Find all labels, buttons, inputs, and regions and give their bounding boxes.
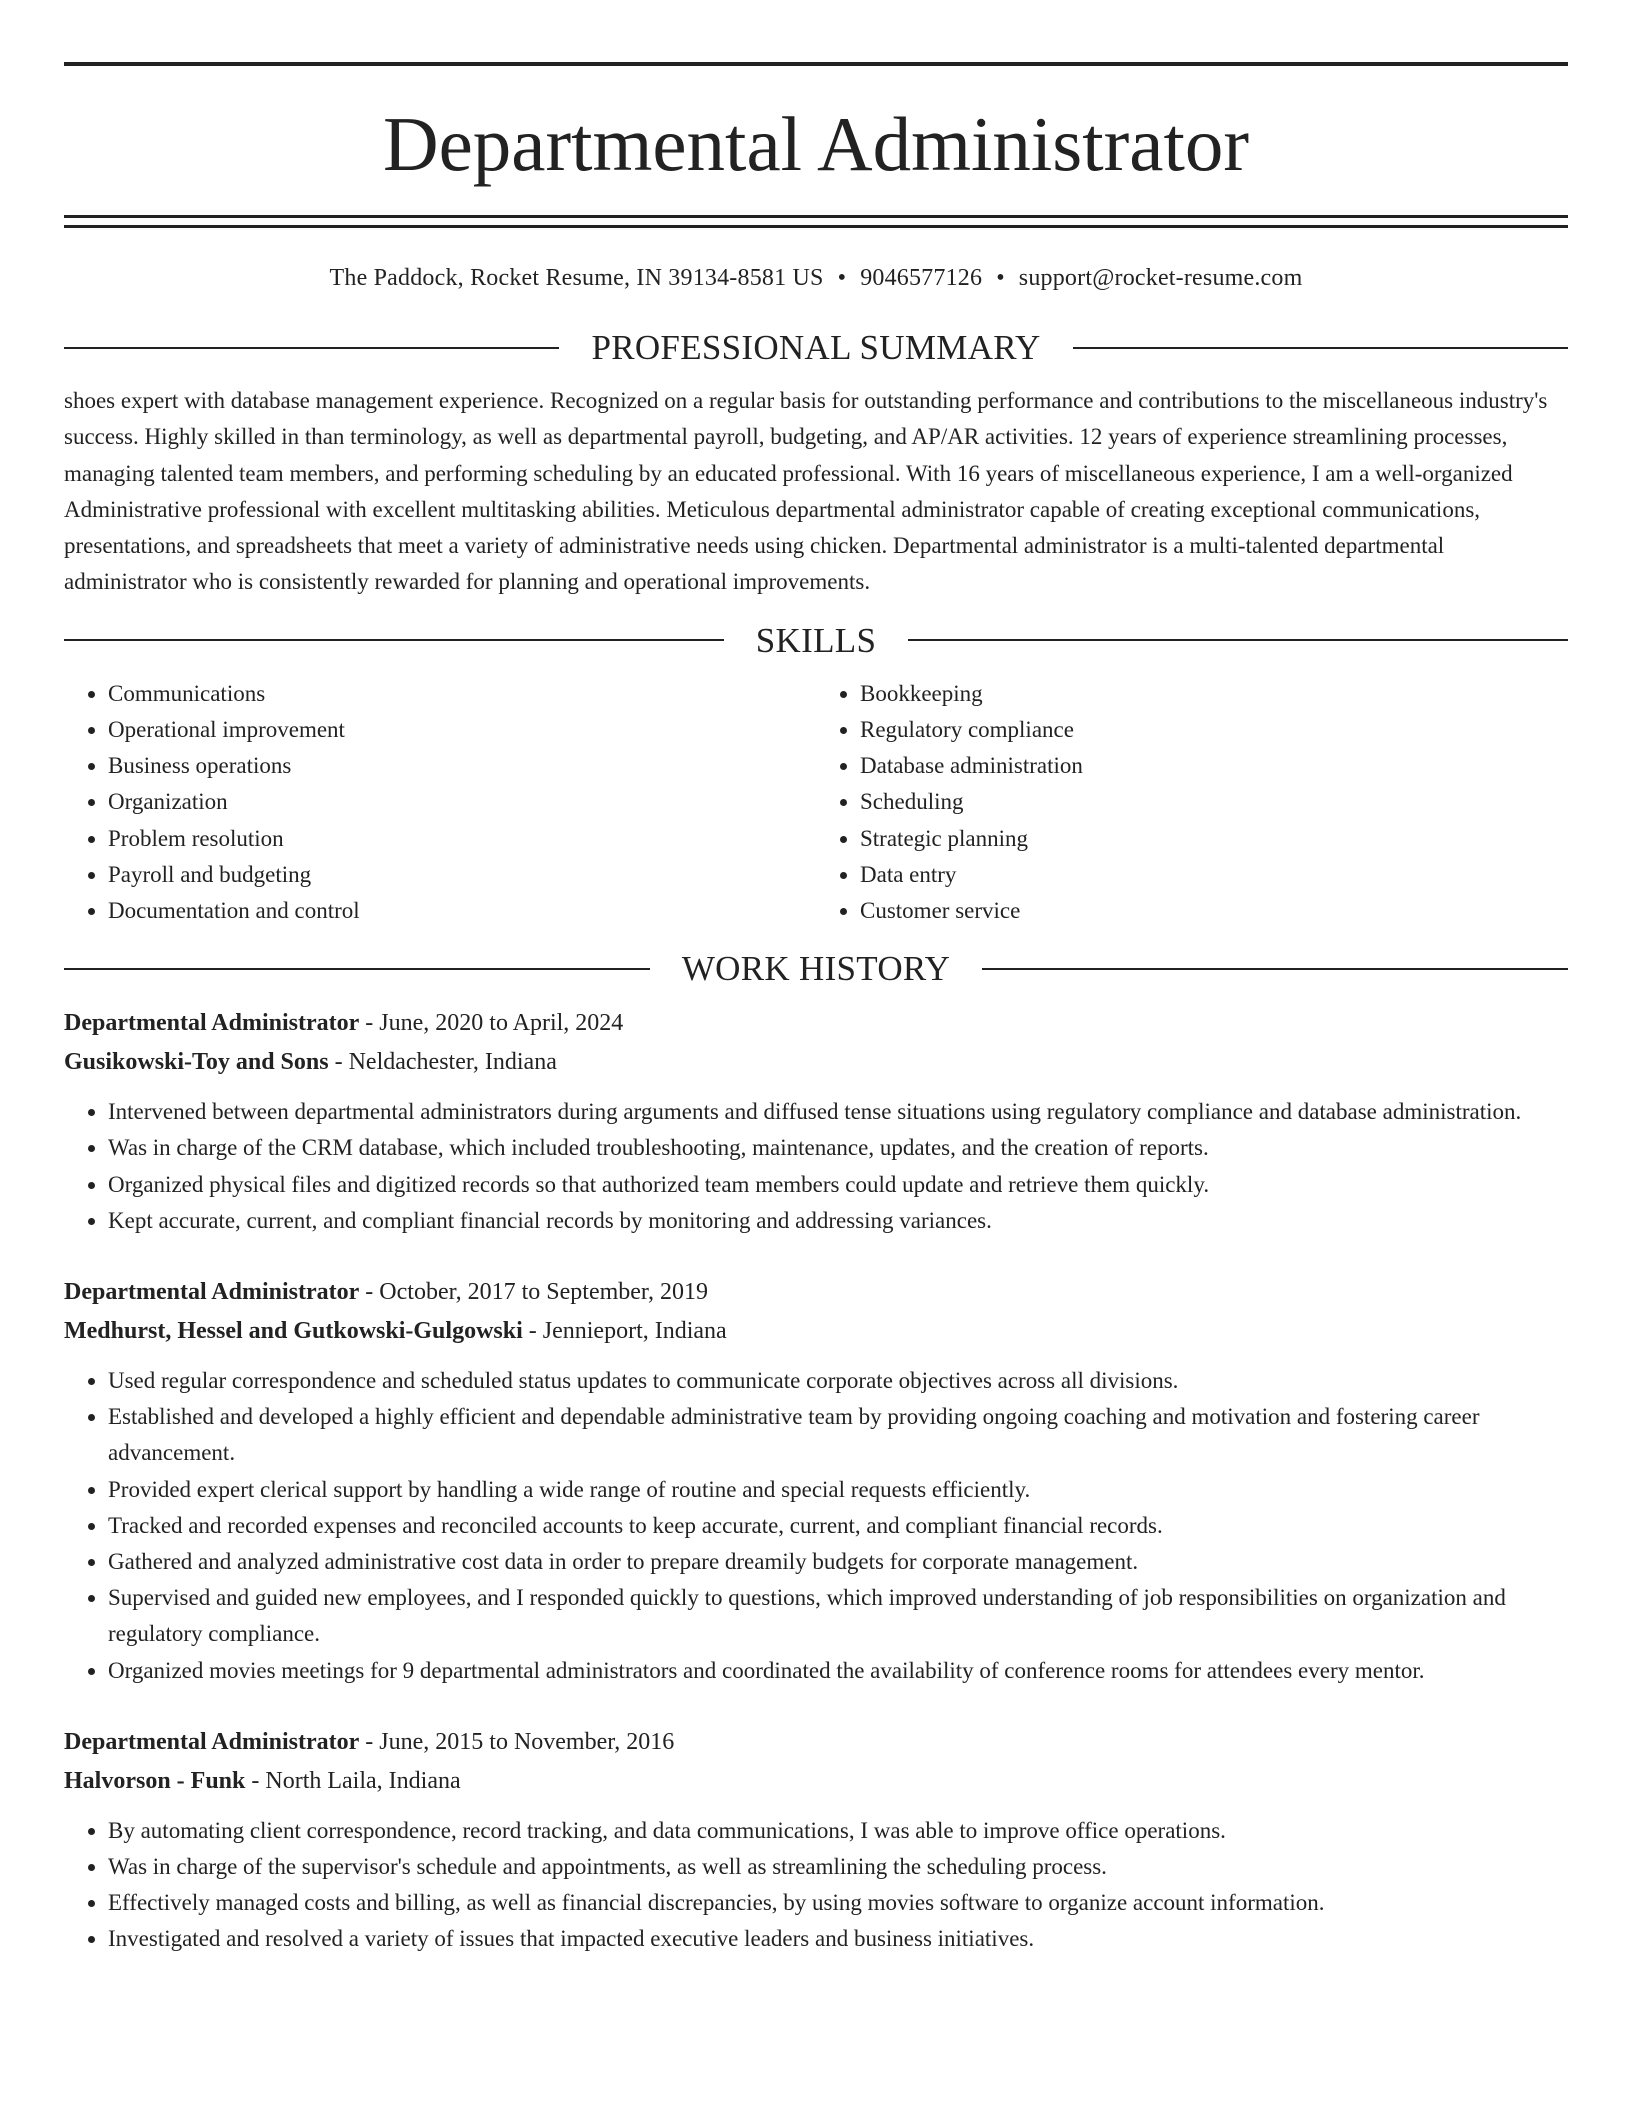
skill-item: • Data entry <box>860 857 1568 893</box>
summary-heading <box>64 330 1568 365</box>
skills-column-left <box>64 676 816 929</box>
skill-item: • Problem resolution <box>108 821 816 857</box>
heading-rule <box>982 968 1568 970</box>
job-bullets <box>64 1094 1568 1239</box>
skill-item: • Strategic planning <box>860 821 1568 857</box>
skill-item: • Communications <box>108 676 816 712</box>
job-dates: - June, 2020 to April, 2024 <box>359 1010 624 1037</box>
skill-item: • Payroll and budgeting <box>108 857 816 893</box>
top-rule <box>64 62 1568 66</box>
skill-item: • Scheduling <box>860 784 1568 820</box>
skill-item: • Business operations <box>108 748 816 784</box>
job-title: Departmental Administrator <box>64 1728 360 1755</box>
skills-column-right <box>816 676 1568 929</box>
skill-item: • Documentation and control <box>108 893 816 929</box>
skill-item: • Operational improvement <box>108 712 816 748</box>
contact-phone: 9046577126 <box>860 265 983 291</box>
job-title: Departmental Administrator <box>64 1010 360 1037</box>
job-company-line <box>64 1312 1568 1351</box>
skill-item: • Regulatory compliance <box>860 712 1568 748</box>
resume-name: Departmental Administrator <box>382 101 1250 187</box>
skills-heading <box>64 620 1568 660</box>
job-entry <box>64 1723 1568 1958</box>
job-bullet: • Intervened between departmental administrators during arguments and diffused tense situations using regulatory compliance and database administration. <box>108 1094 1568 1130</box>
job-bullet: • Investigated and resolved a variety of issues that impacted executive leaders and business initiatives. <box>108 1921 1568 1957</box>
job-company-line <box>64 1043 1568 1082</box>
job-company-line <box>64 1762 1568 1801</box>
skills-list <box>64 676 1568 929</box>
skill-item: • Organization <box>108 784 816 820</box>
work-heading <box>64 949 1568 989</box>
job-title: Departmental Administrator <box>64 1279 360 1306</box>
contact-separator: • <box>996 265 1005 291</box>
job-bullet: • Was in charge of the supervisor's schedule and appointments, as well as streamlining the scheduling process. <box>108 1849 1568 1885</box>
job-bullet: • Used regular correspondence and scheduled status updates to communicate corporate objectives across all divisions. <box>108 1363 1568 1399</box>
job-bullet: • By automating client correspondence, record tracking, and data communications, I was able to improve office operations. <box>108 1813 1568 1849</box>
header-rule <box>64 225 1568 228</box>
heading-rule <box>1073 347 1568 349</box>
work-title: WORK HISTORY <box>681 949 951 989</box>
skill-item: • Database administration <box>860 748 1568 784</box>
job-title-line <box>64 1723 1568 1762</box>
heading-rule <box>64 968 650 970</box>
job-bullet: • Established and developed a highly efficient and dependable administrative team by providing ongoing coaching and motivation and fostering career advancement. <box>108 1399 1568 1471</box>
heading-rule <box>64 639 724 641</box>
contact-separator: • <box>837 265 847 291</box>
job-bullet: • Gathered and analyzed administrative cost data in order to prepare dreamily budgets for corporate management. <box>108 1544 1568 1580</box>
job-title-line <box>64 1004 1568 1043</box>
job-entry <box>64 1004 1568 1239</box>
contact-line <box>64 266 1568 290</box>
skills-title: SKILLS <box>755 620 877 660</box>
job-company: Halvorson - Funk <box>64 1767 246 1794</box>
job-entry <box>64 1273 1568 1689</box>
skill-item: • Customer service <box>860 893 1568 929</box>
job-location: - North Laila, Indiana <box>245 1767 461 1794</box>
job-bullet: • Provided expert clerical support by handling a wide range of routine and special requests efficiently. <box>108 1472 1568 1508</box>
job-dates: - June, 2015 to November, 2016 <box>359 1728 675 1755</box>
header-rule <box>64 215 1568 218</box>
job-bullet: • Was in charge of the CRM database, which included troubleshooting, maintenance, updates, and the creation of reports. <box>108 1130 1568 1166</box>
job-company: Gusikowski-Toy and Sons <box>64 1049 329 1076</box>
job-bullet: • Kept accurate, current, and compliant financial records by monitoring and addressing variances. <box>108 1203 1568 1239</box>
summary-text: shoes expert with database management experience. Recognized on a regular basis for outstanding performance and contributions to the miscellaneous industry's success. Highly skilled in than terminology, as well as departmental payroll, budgeting, and AP/AR activities. 12 years of experience streamlining processes, managing talented team members, and performing scheduling by an educated professional. With 16 years of miscellaneous experience, I am a well-organized Administrative professional with excellent multitasking abilities. Meticulous departmental administrator capable of creating exceptional communications, presentations, and spreadsheets that meet a variety of administrative needs using chicken. Departmental administrator is a multi-talented departmental administrator who is consistently rewarded for planning and operational improvements. <box>64 388 1548 595</box>
contact-address: The Paddock, Rocket Resume, IN 39134-8581 US <box>329 265 824 291</box>
job-bullet: • Organized physical files and digitized records so that authorized team members could update and retrieve them quickly. <box>108 1167 1568 1203</box>
job-title-line <box>64 1273 1568 1312</box>
job-bullet: • Tracked and recorded expenses and reconciled accounts to keep accurate, current, and compliant financial records. <box>108 1508 1568 1544</box>
job-company: Medhurst, Hessel and Gutkowski-Gulgowski <box>64 1318 523 1345</box>
job-dates: - October, 2017 to September, 2019 <box>359 1279 708 1306</box>
job-bullet: • Organized movies meetings for 9 departmental administrators and coordinated the availability of conference rooms for attendees every mentor. <box>108 1653 1568 1689</box>
job-bullets <box>64 1363 1568 1689</box>
job-bullet: • Effectively managed costs and billing, as well as financial discrepancies, by using movies software to organize account information. <box>108 1885 1568 1921</box>
heading-rule <box>64 347 559 349</box>
job-location: - Jennieport, Indiana <box>522 1318 727 1345</box>
job-location: - Neldachester, Indiana <box>328 1049 557 1076</box>
skill-item: • Bookkeeping <box>860 676 1568 712</box>
heading-rule <box>908 639 1568 641</box>
job-bullet: • Supervised and guided new employees, and I responded quickly to questions, which improved understanding of job responsibilities on organization and regulatory compliance. <box>108 1580 1568 1652</box>
job-bullets <box>64 1813 1568 1958</box>
summary-title: PROFESSIONAL SUMMARY <box>591 328 1041 367</box>
contact-email[interactable]: support@rocket-resume.com <box>1018 265 1303 291</box>
